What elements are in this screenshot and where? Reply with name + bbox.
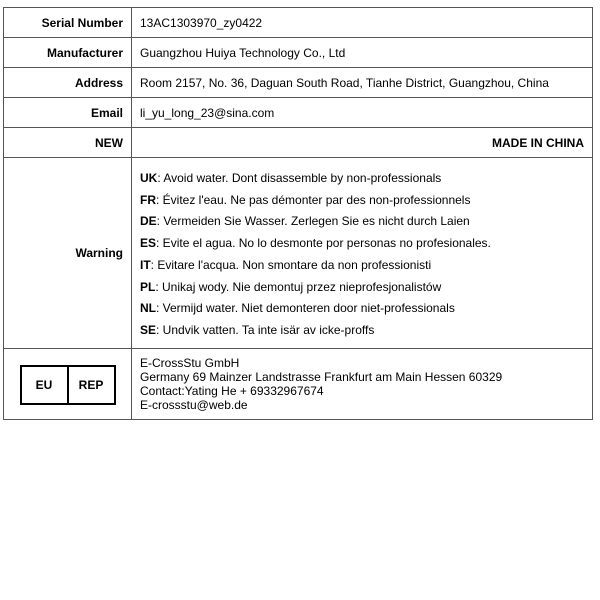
condition-key: NEW	[4, 128, 132, 158]
eu-rep-row	[4, 348, 593, 419]
eu-rep-address: Germany 69 Mainzer Landstrasse Frankfurt am Main Hessen 60329	[140, 369, 503, 384]
serial-row	[4, 8, 593, 38]
warning-text-pl: : Unikaj wody. Nie demontuj przez nieprofesjonalistów	[155, 279, 442, 294]
eu-rep-badge-cell	[4, 348, 132, 419]
email-value: li_yu_long_23@sina.com	[132, 98, 593, 128]
eu-rep-badge	[20, 365, 116, 405]
serial-key: Serial Number	[4, 8, 132, 38]
warning-lang-fr: FR	[140, 192, 156, 207]
address-value: Room 2157, No. 36, Daguan South Road, Tianhe District, Guangzhou, China	[132, 68, 593, 98]
manufacturer-value: Guangzhou Huiya Technology Co., Ltd	[132, 38, 593, 68]
warning-line-uk	[140, 168, 584, 190]
eu-rep-badge-left: EU	[35, 377, 53, 392]
eu-rep-email: E-crossstu@web.de	[140, 397, 248, 412]
warning-lang-de: DE	[140, 214, 157, 229]
warning-text-se: : Undvik vatten. Ta inte isär av icke-proffs	[156, 322, 375, 337]
origin-value: MADE IN CHINA	[132, 128, 593, 158]
warning-key: Warning	[4, 158, 132, 349]
warning-line-de	[140, 211, 584, 233]
warning-line-fr	[140, 190, 584, 212]
warning-lang-pl: PL	[140, 279, 156, 294]
warning-line-it	[140, 255, 584, 277]
warning-lang-se: SE	[140, 322, 157, 337]
address-row	[4, 68, 593, 98]
eu-rep-badge-right: REP	[67, 367, 114, 403]
warning-row	[4, 158, 593, 349]
address-key: Address	[4, 68, 132, 98]
warning-text-de: : Vermeiden Sie Wasser. Zerlegen Sie es nicht durch Laien	[156, 214, 470, 229]
warning-line-es	[140, 233, 584, 255]
warning-line-nl	[140, 298, 584, 320]
warning-text-it: : Evitare l'acqua. Non smontare da non professionisti	[150, 257, 432, 272]
product-label-table	[3, 7, 593, 420]
eu-rep-company: E-CrossStu GmbH	[140, 355, 240, 370]
eu-rep-details	[132, 348, 593, 419]
manufacturer-row	[4, 38, 593, 68]
eu-rep-contact: Contact:Yating He + 69332967674	[140, 383, 324, 398]
warning-text-uk: : Avoid water. Dont disassemble by non-professionals	[157, 171, 442, 185]
warning-lang-uk: UK	[140, 171, 158, 185]
manufacturer-key: Manufacturer	[4, 38, 132, 68]
condition-row	[4, 128, 593, 158]
warning-line-se	[140, 320, 584, 342]
serial-value: 13AC1303970_zy0422	[132, 8, 593, 38]
email-key: Email	[4, 98, 132, 128]
warning-text-nl: : Vermijd water. Niet demonteren door niet-professionals	[156, 301, 455, 316]
warning-lang-nl: NL	[140, 301, 156, 316]
warning-line-pl	[140, 277, 584, 299]
warning-lang-it: IT	[140, 257, 151, 272]
warning-text-fr: : Évitez l'eau. Ne pas démonter par des non-professionnels	[156, 192, 471, 207]
warning-text-es: : Evite el agua. No lo desmonte por personas no profesionales.	[156, 236, 491, 251]
warning-lang-es: ES	[140, 236, 157, 251]
email-row	[4, 98, 593, 128]
warning-text-block	[132, 158, 593, 349]
